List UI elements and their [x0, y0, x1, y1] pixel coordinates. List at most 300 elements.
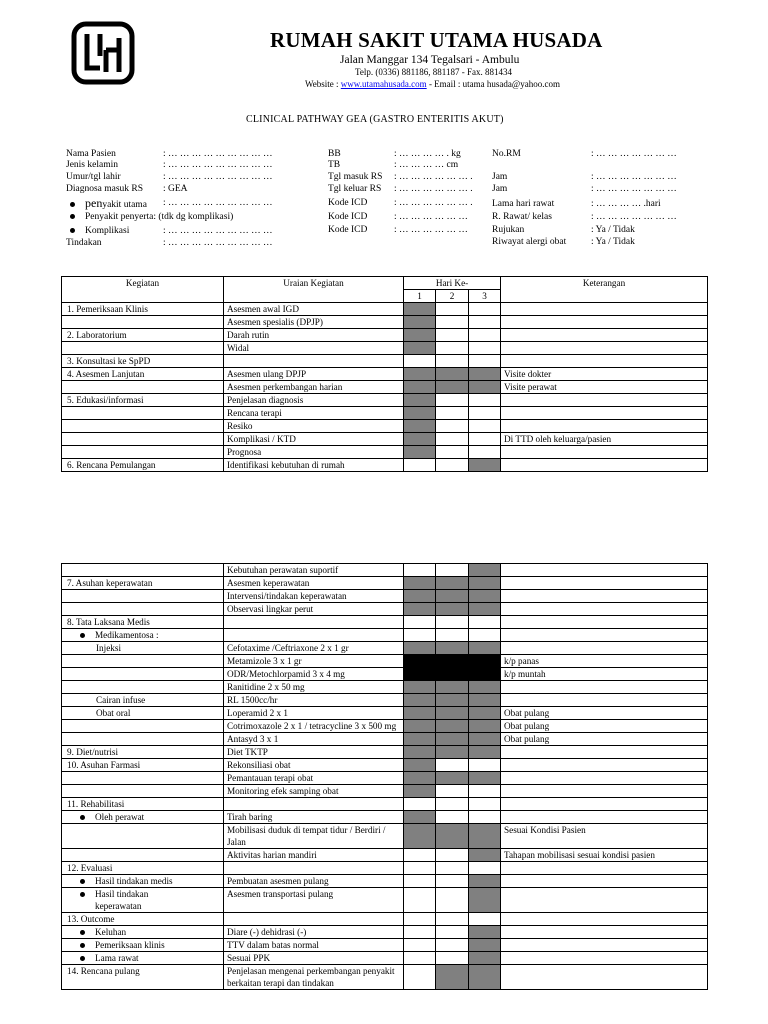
kegiatan-cell	[62, 772, 224, 785]
uraian-cell: Widal	[224, 342, 404, 355]
day-3-cell	[469, 694, 501, 707]
day-1-cell	[404, 577, 436, 590]
email-text: - Email : utama husada@yahoo.com	[426, 79, 560, 89]
day-2-cell	[436, 655, 469, 668]
kegiatan-cell: 12. Evaluasi	[62, 862, 224, 875]
day-2-cell	[436, 707, 469, 720]
uraian-cell: ODR/Metochlorpamid 3 x 4 mg	[224, 668, 404, 681]
info-label-prefix: pen	[85, 196, 103, 210]
day-2-cell	[436, 368, 469, 381]
day-3-cell	[469, 862, 501, 875]
info-label: Komplikasi	[85, 226, 130, 236]
day-2-cell	[436, 824, 469, 849]
day-1-cell	[404, 746, 436, 759]
day-2-cell	[436, 316, 469, 329]
day-1-cell	[404, 913, 436, 926]
day-3-cell	[469, 965, 501, 990]
table-row	[62, 913, 708, 926]
day-3-cell	[469, 368, 501, 381]
kegiatan-cell: 13. Outcome	[62, 913, 224, 926]
kegiatan-cell: 6. Rencana Pemulangan	[62, 459, 224, 472]
uraian-cell: Metamizole 3 x 1 gr	[224, 655, 404, 668]
header-kegiatan: Kegiatan	[62, 277, 224, 303]
keterangan-cell: Visite perawat	[501, 381, 708, 394]
day-3-cell	[469, 642, 501, 655]
keterangan-cell	[501, 316, 708, 329]
day-2-cell	[436, 590, 469, 603]
table-row	[62, 329, 708, 342]
uraian-cell: Diare (-) dehidrasi (-)	[224, 926, 404, 939]
day-3-cell	[469, 342, 501, 355]
kegiatan-cell: Injeksi	[62, 642, 224, 655]
hospital-name: RUMAH SAKIT UTAMA HUSADA	[270, 28, 603, 52]
website-link[interactable]: www.utamahusada.com	[340, 79, 427, 89]
uraian-cell: Asesmen transportasi pulang	[224, 888, 404, 913]
info-label: Penyakit penyerta: (tdk dg komplikasi)	[85, 212, 234, 222]
keterangan-cell	[501, 746, 708, 759]
uraian-cell: Prognosa	[224, 446, 404, 459]
uraian-cell: Komplikasi / KTD	[224, 433, 404, 446]
day-3-cell	[469, 629, 501, 642]
kegiatan-cell	[62, 420, 224, 433]
bullet-icon	[80, 956, 85, 961]
day-1-cell	[404, 459, 436, 472]
day-2-cell	[436, 849, 469, 862]
header-day-1: 1	[404, 290, 436, 303]
keterangan-cell	[501, 342, 708, 355]
info-value: : … … … … … … …	[591, 184, 677, 194]
table-header-row	[62, 277, 708, 290]
day-1-cell	[404, 707, 436, 720]
kegiatan-cell: 2. Laboratorium	[62, 329, 224, 342]
table-row	[62, 824, 708, 849]
kegiatan-cell	[62, 381, 224, 394]
info-value: : … … … … … … .	[394, 172, 473, 182]
header-day-2: 2	[436, 290, 469, 303]
day-2-cell	[436, 616, 469, 629]
bullet-icon	[80, 633, 85, 638]
kegiatan-cell: Obat oral	[62, 707, 224, 720]
day-3-cell	[469, 824, 501, 849]
info-value: : … … … … . kg	[394, 149, 461, 159]
uraian-cell: Identifikasi kebutuhan di rumah	[224, 459, 404, 472]
uraian-cell: Resiko	[224, 420, 404, 433]
clinical-pathway-table-2	[61, 563, 708, 990]
day-2-cell	[436, 564, 469, 577]
day-3-cell	[469, 433, 501, 446]
day-3-cell	[469, 446, 501, 459]
day-2-cell	[436, 733, 469, 746]
day-1-cell	[404, 446, 436, 459]
table-row	[62, 407, 708, 420]
table-row	[62, 694, 708, 707]
kegiatan-label: Medikamentosa :	[95, 630, 159, 640]
keterangan-cell	[501, 759, 708, 772]
keterangan-cell	[501, 329, 708, 342]
day-3-cell	[469, 746, 501, 759]
info-label: Kode ICD	[328, 212, 368, 222]
info-label: Diagnosa masuk RS	[66, 184, 144, 194]
day-1-cell	[404, 952, 436, 965]
kegiatan-cell	[62, 811, 224, 824]
keterangan-cell	[501, 952, 708, 965]
info-value: : Ya / Tidak	[591, 237, 635, 247]
day-3-cell	[469, 420, 501, 433]
day-1-cell	[404, 303, 436, 316]
day-1-cell	[404, 939, 436, 952]
kegiatan-cell: 1. Pemeriksaan Klinis	[62, 303, 224, 316]
keterangan-cell	[501, 446, 708, 459]
day-2-cell	[436, 446, 469, 459]
day-3-cell	[469, 733, 501, 746]
keterangan-cell	[501, 603, 708, 616]
keterangan-cell: k/p muntah	[501, 668, 708, 681]
uraian-cell	[224, 862, 404, 875]
keterangan-cell	[501, 913, 708, 926]
info-value: : … … … … … … .	[394, 198, 473, 208]
day-2-cell	[436, 642, 469, 655]
day-2-cell	[436, 862, 469, 875]
day-1-cell	[404, 798, 436, 811]
uraian-cell: Asesmen perkembangan harian	[224, 381, 404, 394]
kegiatan-cell	[62, 952, 224, 965]
document-title: CLINICAL PATHWAY GEA (GASTRO ENTERITIS AKUT)	[246, 114, 504, 125]
day-3-cell	[469, 668, 501, 681]
info-label: Rujukan	[492, 225, 525, 235]
hospital-logo	[70, 20, 136, 86]
info-value: : … … … … … … … … …	[163, 226, 273, 236]
table-row	[62, 668, 708, 681]
day-2-cell	[436, 603, 469, 616]
info-label: BB	[328, 149, 341, 159]
day-2-cell	[436, 668, 469, 681]
day-1-cell	[404, 368, 436, 381]
uraian-cell: Asesmen awal IGD	[224, 303, 404, 316]
table-row	[62, 342, 708, 355]
day-1-cell	[404, 420, 436, 433]
day-3-cell	[469, 577, 501, 590]
table-row	[62, 564, 708, 577]
info-label: Tgl masuk RS	[328, 172, 383, 182]
keterangan-cell: Obat pulang	[501, 733, 708, 746]
kegiatan-cell	[62, 926, 224, 939]
table-row	[62, 355, 708, 368]
day-3-cell	[469, 707, 501, 720]
day-2-cell	[436, 459, 469, 472]
keterangan-cell	[501, 394, 708, 407]
header-uraian: Uraian Kegiatan	[224, 277, 404, 303]
day-1-cell	[404, 590, 436, 603]
keterangan-cell	[501, 785, 708, 798]
keterangan-cell	[501, 772, 708, 785]
day-1-cell	[404, 965, 436, 990]
info-value: : … … … … .hari	[591, 199, 661, 209]
day-3-cell	[469, 720, 501, 733]
uraian-cell: Penjelasan diagnosis	[224, 394, 404, 407]
kegiatan-cell: 9. Diet/nutrisi	[62, 746, 224, 759]
info-label: Kode ICD	[328, 225, 368, 235]
info-label: Lama hari rawat	[492, 199, 555, 209]
table-row	[62, 875, 708, 888]
table-row	[62, 965, 708, 990]
info-label: Jam	[492, 184, 508, 194]
uraian-cell: Tirah baring	[224, 811, 404, 824]
info-label: Nama Pasien	[66, 149, 116, 159]
table-row	[62, 733, 708, 746]
day-3-cell	[469, 394, 501, 407]
kegiatan-cell	[62, 849, 224, 862]
uraian-cell: Cotrimoxazole 2 x 1 / tetracycline 3 x 500 mg	[224, 720, 404, 733]
day-3-cell	[469, 875, 501, 888]
keterangan-cell: Visite dokter	[501, 368, 708, 381]
info-value: : … … … … … … …	[591, 212, 677, 222]
day-2-cell	[436, 952, 469, 965]
table-row	[62, 590, 708, 603]
info-label: Jam	[492, 172, 508, 182]
day-3-cell	[469, 381, 501, 394]
kegiatan-cell	[62, 629, 224, 642]
keterangan-cell	[501, 965, 708, 990]
uraian-cell: Antasyd 3 x 1	[224, 733, 404, 746]
table-row	[62, 939, 708, 952]
table-row	[62, 603, 708, 616]
day-3-cell	[469, 616, 501, 629]
day-3-cell	[469, 772, 501, 785]
bullet-icon	[80, 879, 85, 884]
kegiatan-cell	[62, 824, 224, 849]
hospital-website-line	[305, 79, 560, 89]
day-1-cell	[404, 603, 436, 616]
uraian-cell: Asesmen ulang DPJP	[224, 368, 404, 381]
day-2-cell	[436, 381, 469, 394]
info-value: : … … … … … … .	[394, 184, 473, 194]
keterangan-cell	[501, 590, 708, 603]
table-row	[62, 655, 708, 668]
uraian-cell: Aktivitas harian mandiri	[224, 849, 404, 862]
day-1-cell	[404, 316, 436, 329]
day-2-cell	[436, 420, 469, 433]
uraian-cell: TTV dalam batas normal	[224, 939, 404, 952]
patient-info-col3	[492, 148, 692, 248]
kegiatan-label: Oleh perawat	[95, 812, 145, 822]
bullet-icon	[70, 202, 75, 207]
day-2-cell	[436, 965, 469, 990]
uraian-cell	[224, 798, 404, 811]
keterangan-cell	[501, 862, 708, 875]
table-row	[62, 888, 708, 913]
day-2-cell	[436, 811, 469, 824]
uraian-cell: Diet TKTP	[224, 746, 404, 759]
day-1-cell	[404, 329, 436, 342]
day-1-cell	[404, 681, 436, 694]
info-label: Jenis kelamin	[66, 160, 118, 170]
table-row	[62, 720, 708, 733]
info-label: No.RM	[492, 149, 521, 159]
uraian-cell	[224, 629, 404, 642]
info-value: : … … … … … …	[394, 212, 468, 222]
kegiatan-label: Keluhan	[95, 927, 127, 937]
keterangan-cell	[501, 420, 708, 433]
kegiatan-label: Lama rawat	[95, 953, 139, 963]
day-3-cell	[469, 303, 501, 316]
day-1-cell	[404, 772, 436, 785]
keterangan-cell	[501, 577, 708, 590]
day-3-cell	[469, 888, 501, 913]
info-value: : … … … … … … … … …	[163, 238, 273, 248]
day-1-cell	[404, 733, 436, 746]
clinical-pathway-table-1	[61, 276, 708, 472]
uraian-cell: Monitoring efek samping obat	[224, 785, 404, 798]
keterangan-cell	[501, 564, 708, 577]
day-1-cell	[404, 433, 436, 446]
day-1-cell	[404, 342, 436, 355]
keterangan-cell: k/p panas	[501, 655, 708, 668]
day-1-cell	[404, 849, 436, 862]
table-row	[62, 811, 708, 824]
uraian-cell: Intervensi/tindakan keperawatan	[224, 590, 404, 603]
kegiatan-cell	[62, 733, 224, 746]
day-2-cell	[436, 720, 469, 733]
day-1-cell	[404, 926, 436, 939]
day-2-cell	[436, 798, 469, 811]
day-1-cell	[404, 655, 436, 668]
day-3-cell	[469, 316, 501, 329]
day-2-cell	[436, 772, 469, 785]
uraian-cell	[224, 616, 404, 629]
header-keterangan: Keterangan	[501, 277, 708, 303]
uraian-cell: RL 1500cc/hr	[224, 694, 404, 707]
day-2-cell	[436, 913, 469, 926]
info-value: : … … … … … …	[394, 225, 468, 235]
day-1-cell	[404, 888, 436, 913]
kegiatan-cell	[62, 681, 224, 694]
kegiatan-cell	[62, 446, 224, 459]
uraian-cell: Penjelasan mengenai perkembangan penyakit berkaitan terapi dan tindakan	[224, 965, 404, 990]
website-label: Website :	[305, 79, 341, 89]
uraian-cell: Darah rutin	[224, 329, 404, 342]
keterangan-cell	[501, 798, 708, 811]
kegiatan-cell	[62, 785, 224, 798]
keterangan-cell: Tahapan mobilisasi sesuai kondisi pasien	[501, 849, 708, 862]
header-hari: Hari Ke-	[404, 277, 501, 290]
table-row	[62, 420, 708, 433]
kegiatan-cell	[62, 875, 224, 888]
info-label: R. Rawat/ kelas	[492, 212, 552, 222]
table-row	[62, 862, 708, 875]
keterangan-cell	[501, 355, 708, 368]
keterangan-cell	[501, 616, 708, 629]
uraian-cell: Pemantauan terapi obat	[224, 772, 404, 785]
table-row	[62, 707, 708, 720]
info-value: : … … … … … … … … …	[163, 149, 273, 159]
uraian-cell	[224, 913, 404, 926]
day-3-cell	[469, 849, 501, 862]
keterangan-cell	[501, 681, 708, 694]
kegiatan-cell	[62, 720, 224, 733]
table-row	[62, 849, 708, 862]
kegiatan-cell: 4. Asesmen Lanjutan	[62, 368, 224, 381]
table-row	[62, 303, 708, 316]
keterangan-cell	[501, 303, 708, 316]
uraian-cell: Observasi lingkar perut	[224, 603, 404, 616]
table-row	[62, 381, 708, 394]
day-1-cell	[404, 824, 436, 849]
keterangan-cell: Obat pulang	[501, 720, 708, 733]
table-row	[62, 642, 708, 655]
day-3-cell	[469, 564, 501, 577]
info-label: Umur/tgl lahir	[66, 172, 121, 182]
kegiatan-cell: Cairan infuse	[62, 694, 224, 707]
keterangan-cell	[501, 888, 708, 913]
table-2-body	[62, 564, 708, 990]
kegiatan-cell	[62, 433, 224, 446]
table-row	[62, 459, 708, 472]
kegiatan-label: Pemeriksaan klinis	[95, 940, 165, 950]
day-3-cell	[469, 603, 501, 616]
day-1-cell	[404, 862, 436, 875]
uraian-cell	[224, 355, 404, 368]
day-3-cell	[469, 407, 501, 420]
kegiatan-label: Hasil tindakan keperawatan	[95, 889, 149, 911]
uraian-cell: Loperamid 2 x 1	[224, 707, 404, 720]
keterangan-cell: Obat pulang	[501, 707, 708, 720]
day-1-cell	[404, 616, 436, 629]
table-row	[62, 952, 708, 965]
day-2-cell	[436, 888, 469, 913]
table-row	[62, 798, 708, 811]
kegiatan-cell	[62, 603, 224, 616]
table-row	[62, 629, 708, 642]
uraian-cell: Sesuai PPK	[224, 952, 404, 965]
day-3-cell	[469, 811, 501, 824]
day-3-cell	[469, 681, 501, 694]
day-1-cell	[404, 720, 436, 733]
table-row	[62, 759, 708, 772]
keterangan-cell	[501, 926, 708, 939]
table-row	[62, 433, 708, 446]
day-3-cell	[469, 459, 501, 472]
kegiatan-cell: 14. Rencana pulang	[62, 965, 224, 990]
day-3-cell	[469, 798, 501, 811]
day-2-cell	[436, 342, 469, 355]
keterangan-cell	[501, 694, 708, 707]
keterangan-cell	[501, 875, 708, 888]
day-1-cell	[404, 564, 436, 577]
table-row	[62, 316, 708, 329]
day-3-cell	[469, 590, 501, 603]
day-2-cell	[436, 329, 469, 342]
patient-info-col2	[328, 148, 488, 248]
table-row	[62, 394, 708, 407]
info-label: Tindakan	[66, 238, 102, 248]
day-2-cell	[436, 303, 469, 316]
day-2-cell	[436, 785, 469, 798]
day-1-cell	[404, 381, 436, 394]
bullet-icon	[70, 214, 75, 219]
table-row	[62, 772, 708, 785]
day-2-cell	[436, 433, 469, 446]
kegiatan-cell	[62, 888, 224, 913]
day-2-cell	[436, 394, 469, 407]
uraian-cell: Rekonsiliasi obat	[224, 759, 404, 772]
uraian-cell: Rencana terapi	[224, 407, 404, 420]
kegiatan-cell	[62, 407, 224, 420]
info-label: yakit utama	[102, 200, 147, 210]
table-row	[62, 368, 708, 381]
day-3-cell	[469, 329, 501, 342]
info-label: Kode ICD	[328, 198, 368, 208]
bullet-icon	[80, 943, 85, 948]
